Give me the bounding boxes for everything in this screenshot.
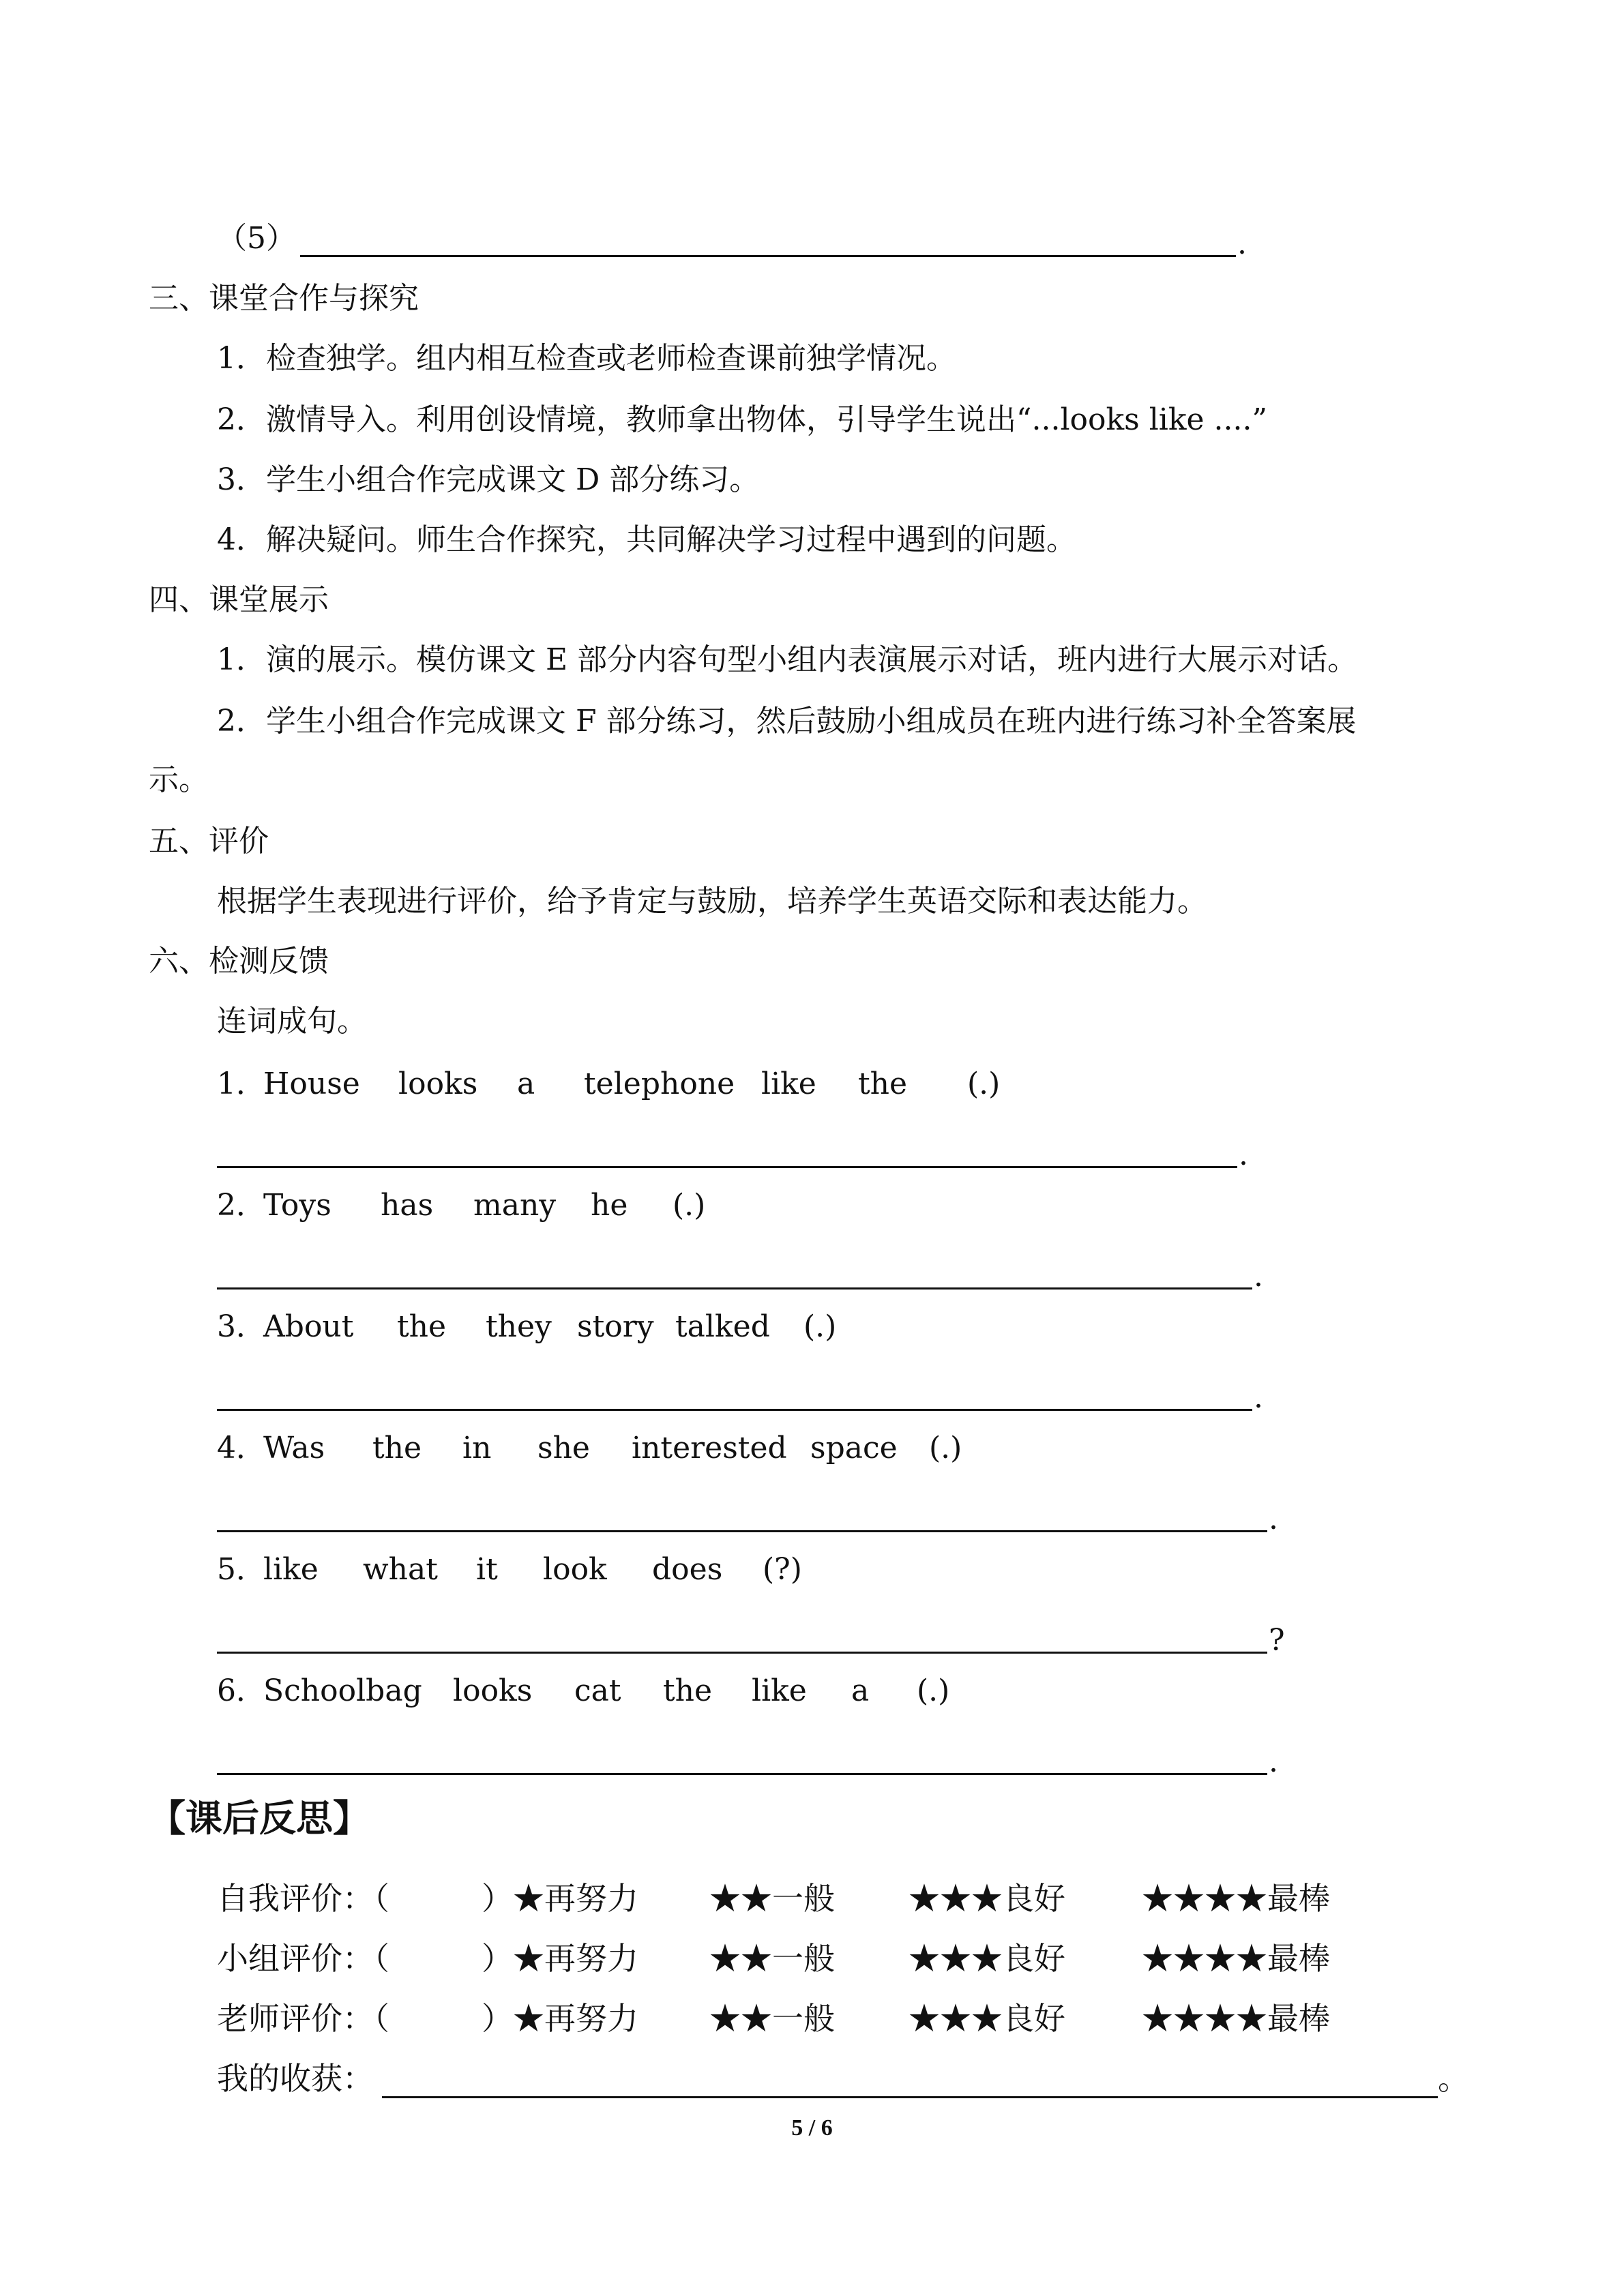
word: the <box>372 1431 422 1465</box>
eval-two-star: ★★一般 <box>709 1940 835 1977</box>
exercise-3-answer-line[interactable] <box>217 1409 1252 1411</box>
exercise-6 <box>217 1672 950 1710</box>
word: (?) <box>763 1552 802 1587</box>
section6-instruction: 连词成句。 <box>217 1004 367 1039</box>
eval-two-star: ★★一般 <box>709 1880 835 1917</box>
eval-three-star: ★★★良好 <box>909 1880 1065 1917</box>
exercise-2-end: . <box>1254 1259 1263 1294</box>
section3-item-4: 4．解决疑问。师生合作探究，共同解决学习过程中遇到的问题。 <box>217 522 1076 557</box>
exercise-1 <box>217 1065 1001 1103</box>
exercise-2-answer-line[interactable] <box>217 1287 1252 1289</box>
word: cat <box>574 1673 621 1708</box>
exercise-number: 4． <box>217 1431 266 1465</box>
group-evaluation-row <box>217 1938 1376 1979</box>
word: like <box>761 1067 816 1101</box>
exercise-2 <box>217 1187 706 1225</box>
q5-answer-line[interactable] <box>300 255 1236 257</box>
section4-item-2: 2．学生小组合作完成课文 F 部分练习，然后鼓励小组成员在班内进行练习补全答案展 <box>217 704 1357 739</box>
word: what <box>363 1552 438 1587</box>
section5-text: 根据学生表现进行评价，给予肯定与鼓励，培养学生英语交际和表达能力。 <box>217 884 1207 919</box>
word: the <box>858 1067 908 1101</box>
exercise-1-answer-line[interactable] <box>217 1166 1237 1168</box>
eval-three-star: ★★★良好 <box>909 2000 1065 2037</box>
word: look <box>543 1552 607 1587</box>
eval-two-star: ★★一般 <box>709 2000 835 2037</box>
word: story <box>577 1309 654 1344</box>
section3-item-1: 1．检查独学。组内相互检查或老师检查课前独学情况。 <box>217 341 956 376</box>
exercise-6-answer-line[interactable] <box>217 1773 1267 1775</box>
exercise-3-end: . <box>1254 1380 1263 1415</box>
q5-label: （5） <box>217 221 296 256</box>
word: a <box>517 1067 535 1101</box>
word: House <box>263 1067 360 1101</box>
eval-one-star: ）★再努力 <box>482 1940 638 1977</box>
word: talked <box>675 1309 770 1344</box>
word: he <box>591 1188 628 1223</box>
eval-four-star: ★★★★最棒 <box>1142 2000 1330 2037</box>
word: the <box>397 1309 447 1344</box>
eval-label: 小组评价：（ <box>217 1940 389 1977</box>
reflection-title: 【课后反思】 <box>149 1797 370 1840</box>
exercise-6-end: . <box>1269 1744 1278 1779</box>
exercise-5 <box>217 1551 802 1589</box>
word: (.) <box>929 1431 962 1465</box>
section3-item-2: 2．激情导入。利用创设情境，教师拿出物体，引导学生说出“...looks like ....” <box>217 402 1267 437</box>
eval-one-star: ）★再努力 <box>482 1880 638 1917</box>
section3-heading: 三、课堂合作与探究 <box>149 281 419 316</box>
word: a <box>851 1673 870 1708</box>
harvest-end: 。 <box>1438 2060 1469 2097</box>
word: she <box>537 1431 590 1465</box>
word: like <box>752 1673 807 1708</box>
self-evaluation-row <box>217 1878 1376 1919</box>
exercise-3 <box>217 1308 837 1346</box>
section4-item-2-cont: 示。 <box>149 762 209 797</box>
exercise-4 <box>217 1429 962 1467</box>
section4-heading: 四、课堂展示 <box>149 582 329 617</box>
teacher-evaluation-row <box>217 1998 1376 2039</box>
exercise-5-end: ? <box>1269 1623 1285 1658</box>
eval-four-star: ★★★★最棒 <box>1142 1940 1330 1977</box>
section3-item-3: 3．学生小组合作完成课文 D 部分练习。 <box>217 462 760 497</box>
word: looks <box>398 1067 478 1101</box>
harvest-label: 我的收获： <box>217 2060 374 2097</box>
eval-one-star: ）★再努力 <box>482 2000 638 2037</box>
word: (.) <box>803 1309 837 1344</box>
section5-heading: 五、评价 <box>149 824 269 859</box>
eval-three-star: ★★★良好 <box>909 1940 1065 1977</box>
word: many <box>473 1188 557 1223</box>
word: interested <box>632 1431 787 1465</box>
word: has <box>381 1188 434 1223</box>
harvest-answer-line[interactable] <box>382 2096 1438 2098</box>
word: they <box>486 1309 552 1344</box>
exercise-4-end: . <box>1269 1502 1278 1536</box>
exercise-1-end: . <box>1239 1137 1248 1172</box>
section4-item-1: 1．演的展示。模仿课文 E 部分内容句型小组内表演展示对话，班内进行大展示对话。 <box>217 642 1358 677</box>
exercise-number: 1． <box>217 1067 266 1101</box>
word: the <box>663 1673 713 1708</box>
word: (.) <box>967 1067 1001 1101</box>
word: looks <box>453 1673 533 1708</box>
section6-heading: 六、检测反馈 <box>149 944 329 979</box>
word: in <box>462 1431 492 1465</box>
exercise-number: 2． <box>217 1188 266 1223</box>
exercise-number: 6． <box>217 1673 266 1708</box>
word: telephone <box>584 1067 735 1101</box>
word: like <box>263 1552 319 1587</box>
word: it <box>476 1552 498 1587</box>
word: Schoolbag <box>263 1673 422 1708</box>
q5-end: . <box>1237 226 1247 261</box>
word: Toys <box>263 1188 331 1223</box>
word: (.) <box>917 1673 950 1708</box>
page-number: 5 / 6 <box>791 2115 833 2141</box>
eval-label: 老师评价：（ <box>217 2000 389 2037</box>
eval-four-star: ★★★★最棒 <box>1142 1880 1330 1917</box>
word: Was <box>263 1431 325 1465</box>
word: space <box>810 1431 898 1465</box>
eval-label: 自我评价：（ <box>217 1880 389 1917</box>
word: (.) <box>673 1188 706 1223</box>
word: does <box>652 1552 723 1587</box>
exercise-number: 5． <box>217 1552 266 1587</box>
exercise-5-answer-line[interactable] <box>217 1652 1267 1654</box>
exercise-number: 3． <box>217 1309 266 1344</box>
word: About <box>263 1309 354 1344</box>
exercise-4-answer-line[interactable] <box>217 1530 1267 1532</box>
